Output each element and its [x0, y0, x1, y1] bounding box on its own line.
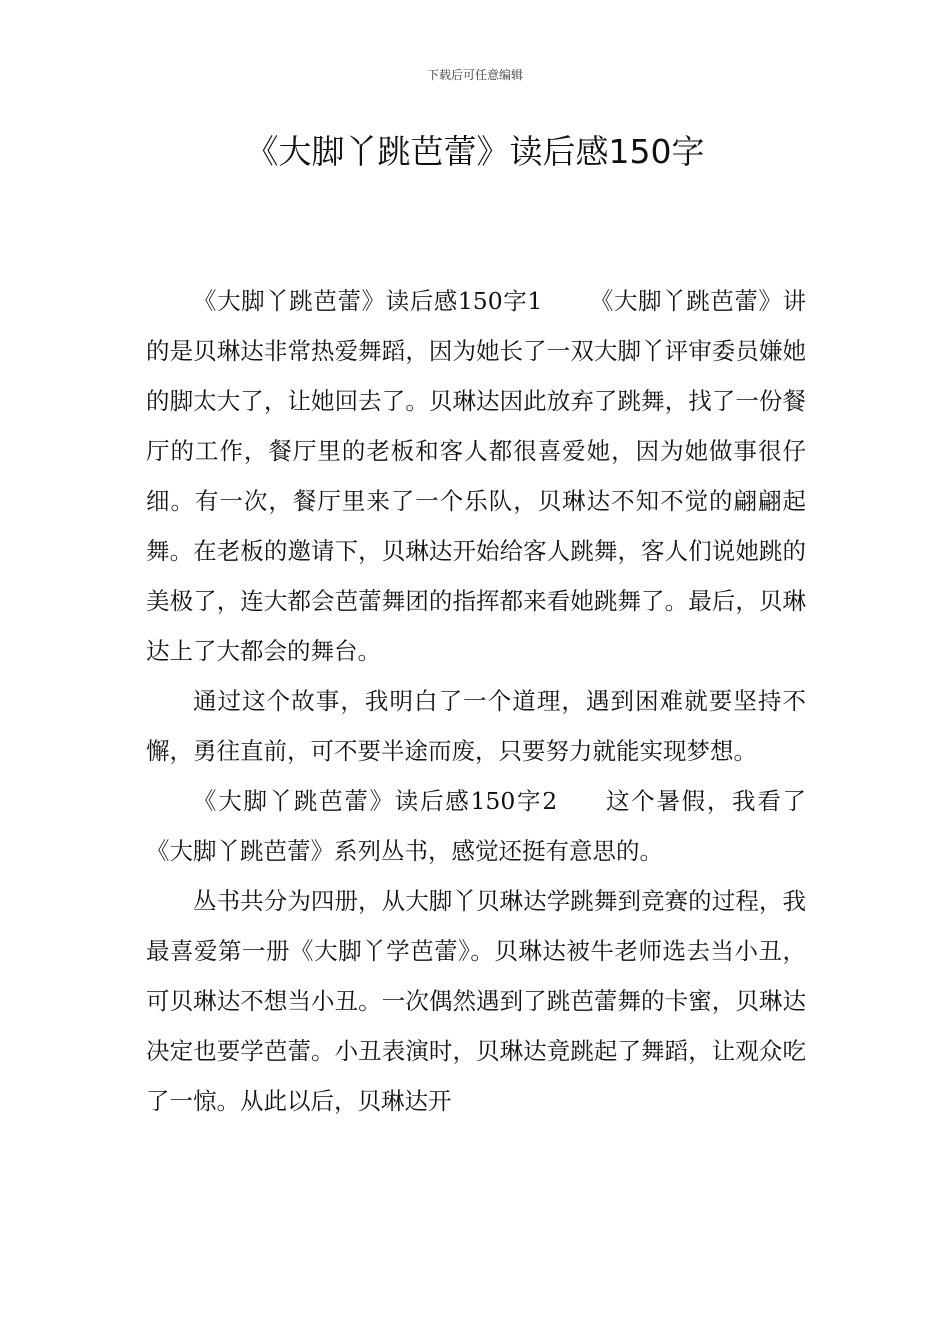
document-title: 《大脚丫跳芭蕾》读后感150字 — [245, 132, 705, 171]
paragraph-3 — [146, 776, 806, 876]
paragraph-2 — [146, 676, 806, 776]
paragraph-4 — [146, 876, 806, 1126]
header-note: 下载后可任意编辑 — [426, 68, 523, 82]
paragraph-text-2: 通过这个故事，我明白了一个道理，遇到困难就要坚持不懈，勇往直前，可不要半途而废，只要努力就能实现梦想。 — [146, 687, 806, 765]
paragraph-text-1: 《大脚丫跳芭蕾》讲的是贝琳达非常热爱舞蹈，因为她长了一双大脚丫评审委员嫌她的脚太大了，让她回去了。贝琳达因此放弃了跳舞，找了一份餐厅的工作，餐厅里的老板和客人都很喜爱她，因为她做事很仔细。有一次，餐厅里来了一个乐队，贝琳达不知不觉的翩翩起舞。在老板的邀请下，贝琳达开始给客人跳舞，客人们说她跳的美极了，连大都会芭蕾舞团的指挥都来看她跳舞了。最后，贝琳达上了大都会的舞台。 — [146, 287, 807, 665]
document-body — [146, 276, 806, 1126]
paragraph-text-3: 这个暑假，我看了《大脚丫跳芭蕾》系列丛书，感觉还挺有意思的。 — [146, 787, 807, 865]
paragraph-text-4: 丛书共分为四册，从大脚丫贝琳达学跳舞到竞赛的过程，我最喜爱第一册《大脚丫学芭蕾》。贝琳达被牛老师选去当小丑，可贝琳达不想当小丑。一次偶然遇到了跳芭蕾舞的卡蜜，贝琳达决定也要学芭蕾。小丑表演时，贝琳达竟跳起了舞蹈，让观众吃了一惊。从此以后，贝琳达开 — [146, 887, 806, 1115]
section-heading-2: 《大脚丫跳芭蕾》读后感150字2 — [193, 787, 558, 815]
section-heading-1: 《大脚丫跳芭蕾》读后感150字1 — [193, 287, 543, 315]
paragraph-1 — [146, 276, 806, 676]
